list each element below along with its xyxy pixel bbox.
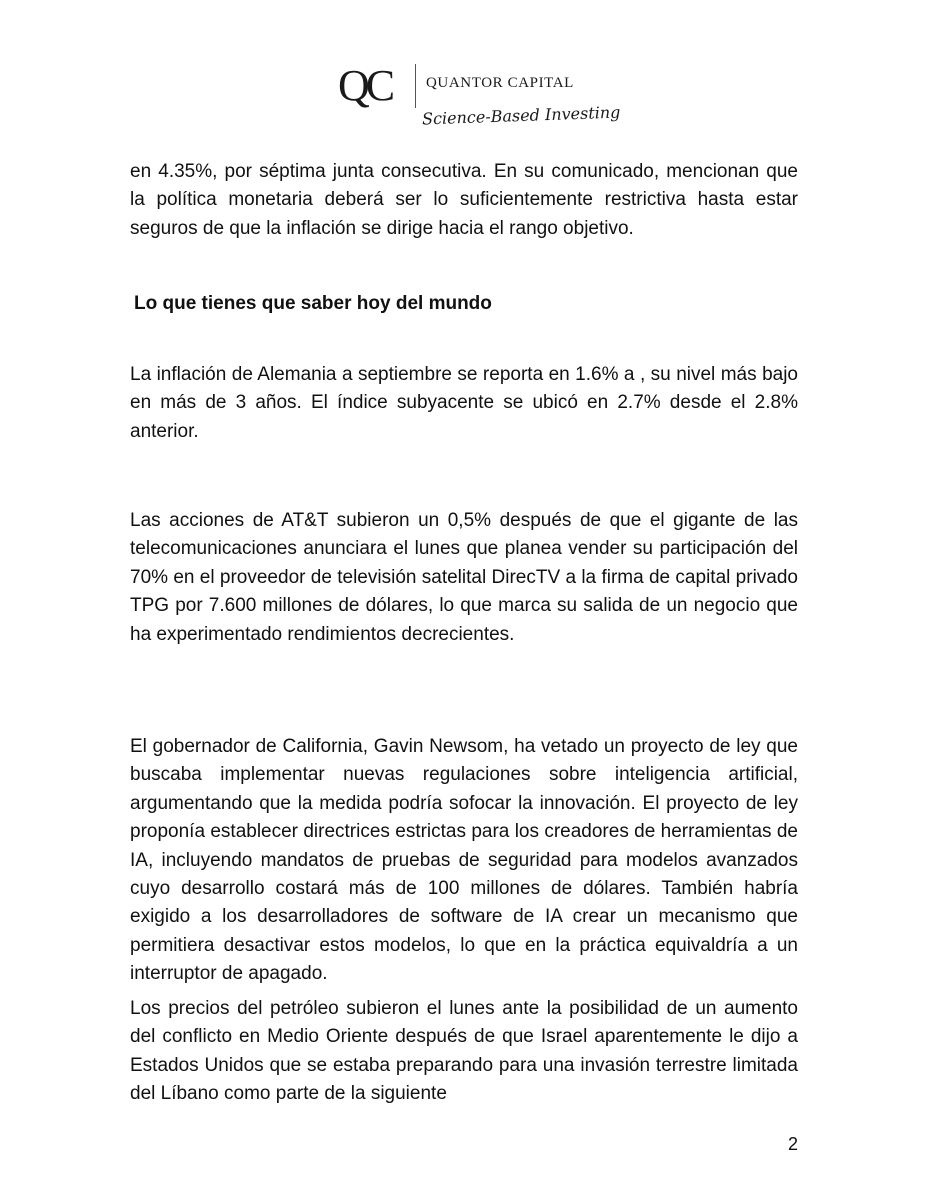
att-directv-paragraph: Las acciones de AT&T subieron un 0,5% después de que el gigante de las telecomunicaciones anunciara el lunes que planea vender su participación del 70% en el proveedor de televisión satelital DirecTV a la firma de capital privado TPG por 7.600 millones de dólares, lo que marca su salida de un negocio que ha experimentado rendimientos decrecientes. (130, 510, 798, 645)
oil-prices-paragraph: Los precios del petróleo subieron el lunes ante la posibilidad de un aumento del conflicto en Medio Oriente después de que Israel aparentemente le dijo a Estados Unidos que se estaba preparando para una invasión terrestre limitada del Líbano como parte de la siguiente (130, 998, 798, 1105)
logo-mark: QC (338, 61, 392, 110)
section-heading: Lo que tienes que saber hoy del mundo (134, 293, 492, 314)
company-logo (338, 58, 621, 138)
germany-inflation-paragraph: La inflación de Alemania a septiembre se reporta en 1.6% a , su nivel más bajo en más de 3 años. El índice subyacente se ubicó en 2.7% desde el 2.8% anterior. (130, 364, 798, 442)
logo-divider (415, 64, 416, 108)
california-ai-veto-paragraph: El gobernador de California, Gavin Newsom, ha vetado un proyecto de ley que buscaba implementar nuevas regulaciones sobre inteligencia artificial, argumentando que la medida podría sofocar la innovación. El proyecto de ley proponía establecer directrices estrictas para los creadores de herramientas de IA, incluyendo mandatos de pruebas de seguridad para modelos avanzados cuyo desarrollo costará más de 100 millones de dólares. También habría exigido a los desarrolladores de software de IA crear un mecanismo que permitiera desactivar estos modelos, lo que en la práctica equivaldría a un interruptor de apagado. (130, 736, 798, 985)
company-name: QUANTOR CAPITAL (426, 75, 574, 91)
page-number: 2 (788, 1134, 799, 1154)
company-tagline: Science-Based Investing (421, 102, 621, 129)
intro-paragraph: en 4.35%, por séptima junta consecutiva. En su comunicado, mencionan que la política monetaria deberá ser lo suficientemente restrictiva hasta estar seguros de que la inflación se dirige hacia el rango objetivo. (130, 161, 798, 239)
